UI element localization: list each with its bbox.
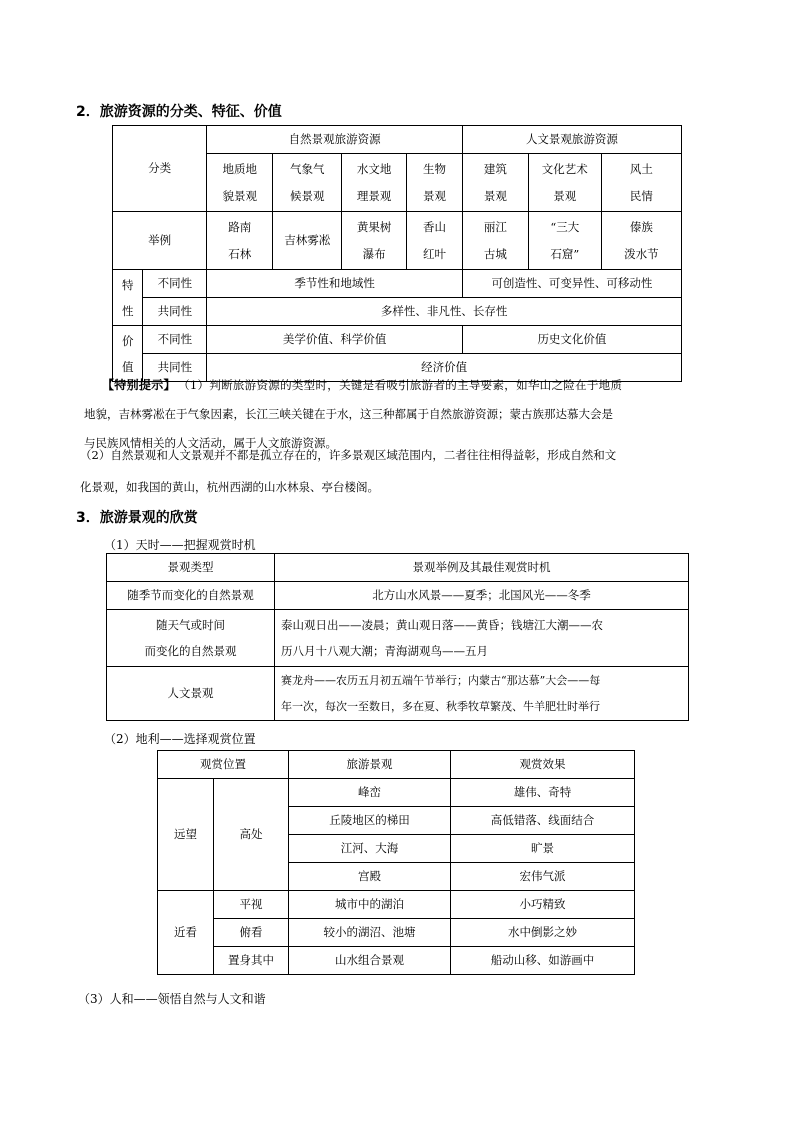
far-effect: 高低错落、线面结合 [451, 807, 635, 835]
subheading-position: （2）地利——选择观赏位置 [104, 732, 256, 746]
example-cell: 吉林雾凇 [273, 212, 342, 270]
classify-label: 分类 [113, 126, 207, 212]
tip-label: 【特别提示】 [102, 378, 176, 392]
position-header-landscape: 旅游景观 [289, 751, 451, 779]
far-landscape: 江河、大海 [289, 835, 451, 863]
tip1-line1: （1）判断旅游资源的类型时，关键是看吸引旅游者的主导要素，如华山之险在于地质 [183, 378, 623, 392]
near-label: 近看 [158, 891, 214, 975]
category-cell: 风土 民情 [601, 154, 681, 212]
section-3-heading: 3．旅游景观的欣赏 [76, 510, 198, 526]
tip2-line1: （2）自然景观和人文景观并不都是孤立存在的，许多景观区域范围内，二者往往相得益彰，形成自然和文 [80, 448, 617, 462]
value-label: 价 值 [113, 326, 143, 382]
subheading-harmony: （3）人和——领悟自然与人文和谐 [78, 992, 266, 1006]
far-effect: 旷景 [451, 835, 635, 863]
far-landscape: 丘陵地区的梯田 [289, 807, 451, 835]
value-difference-label: 不同性 [143, 326, 207, 354]
category-cell: 地质地 貌景观 [207, 154, 273, 212]
tip1-line2: 地貌，吉林雾凇在于气象因素，长江三峡关键在于水，这三种都属于自然旅游资源；蒙古族那达慕大会是 [84, 407, 613, 421]
category-cell: 文化艺术 景观 [528, 154, 601, 212]
value-cultural-difference: 历史文化价值 [462, 326, 681, 354]
position-header-position: 观赏位置 [158, 751, 289, 779]
example-cell: “三大 石窟” [528, 212, 601, 270]
near-effect: 船动山移、如游画中 [451, 947, 635, 975]
near-mode: 平视 [214, 891, 289, 919]
tip-paragraph-2 [80, 439, 730, 503]
near-landscape: 较小的湖沼、池塘 [289, 919, 451, 947]
position-header-effect: 观赏效果 [451, 751, 635, 779]
value-common-label: 共同性 [143, 354, 207, 382]
tip1-line3: 与民族风情相关的人文活动，属于人文旅游资源。 [84, 436, 337, 450]
timing-row-example: 北方山水风景——夏季；北国风光——冬季 [275, 582, 689, 610]
timing-row-example: 泰山观日出——凌晨；黄山观日落——黄昏；钱塘江大潮——农 历八月十八观大潮；青海湖观鸟——五月 [275, 610, 689, 667]
subheading-timing: （1）天时——把握观赏时机 [104, 538, 256, 552]
category-cell: 气象气 候景观 [273, 154, 342, 212]
timing-table [106, 553, 689, 721]
feature-difference-label: 不同性 [143, 270, 207, 298]
feature-cultural-difference: 可创造性、可变异性、可移动性 [462, 270, 681, 298]
far-label: 远望 [158, 779, 214, 891]
near-effect: 水中倒影之妙 [451, 919, 635, 947]
timing-row-type: 随天气或时间 而变化的自然景观 [107, 610, 275, 667]
example-cell: 路南 石林 [207, 212, 273, 270]
near-landscape: 城市中的湖泊 [289, 891, 451, 919]
timing-row-type: 随季节而变化的自然景观 [107, 582, 275, 610]
natural-header: 自然景观旅游资源 [207, 126, 463, 154]
timing-row-type: 人文景观 [107, 667, 275, 721]
far-landscape: 峰峦 [289, 779, 451, 807]
timing-header-example: 景观举例及其最佳观赏时机 [275, 554, 689, 582]
example-label: 举例 [113, 212, 207, 270]
example-cell: 傣族 泼水节 [601, 212, 681, 270]
feature-common: 多样性、非凡性、长存性 [207, 298, 682, 326]
example-cell: 丽江 古城 [462, 212, 528, 270]
example-cell: 黄果树 瀑布 [342, 212, 407, 270]
far-effect: 宏伟气派 [451, 863, 635, 891]
high-label: 高处 [214, 779, 289, 891]
timing-row-example: 赛龙舟——农历五月初五端午节举行；内蒙古“那达慕”大会——每 年一次，每次一至数日，多在夏、秋季牧草繁茂、牛羊肥壮时举行 [275, 667, 689, 721]
value-natural-difference: 美学价值、科学价值 [207, 326, 463, 354]
category-cell: 生物 景观 [407, 154, 463, 212]
near-effect: 小巧精致 [451, 891, 635, 919]
feature-common-label: 共同性 [143, 298, 207, 326]
section-2-heading: 2．旅游资源的分类、特征、价值 [76, 104, 282, 120]
near-landscape: 山水组合景观 [289, 947, 451, 975]
resource-classification-table [112, 125, 682, 382]
near-mode: 俯看 [214, 919, 289, 947]
tip2-line2: 化景观，如我国的黄山，杭州西湖的山水林泉、亭台楼阁。 [80, 480, 379, 494]
value-common: 经济价值 [207, 354, 682, 382]
timing-header-type: 景观类型 [107, 554, 275, 582]
cultural-header: 人文景观旅游资源 [462, 126, 681, 154]
example-cell: 香山 红叶 [407, 212, 463, 270]
category-cell: 建筑 景观 [462, 154, 528, 212]
position-table [157, 750, 635, 975]
far-effect: 雄伟、奇特 [451, 779, 635, 807]
feature-natural-difference: 季节性和地域性 [207, 270, 463, 298]
category-cell: 水文地 理景观 [342, 154, 407, 212]
far-landscape: 宫殿 [289, 863, 451, 891]
near-mode: 置身其中 [214, 947, 289, 975]
feature-label: 特 性 [113, 270, 143, 326]
